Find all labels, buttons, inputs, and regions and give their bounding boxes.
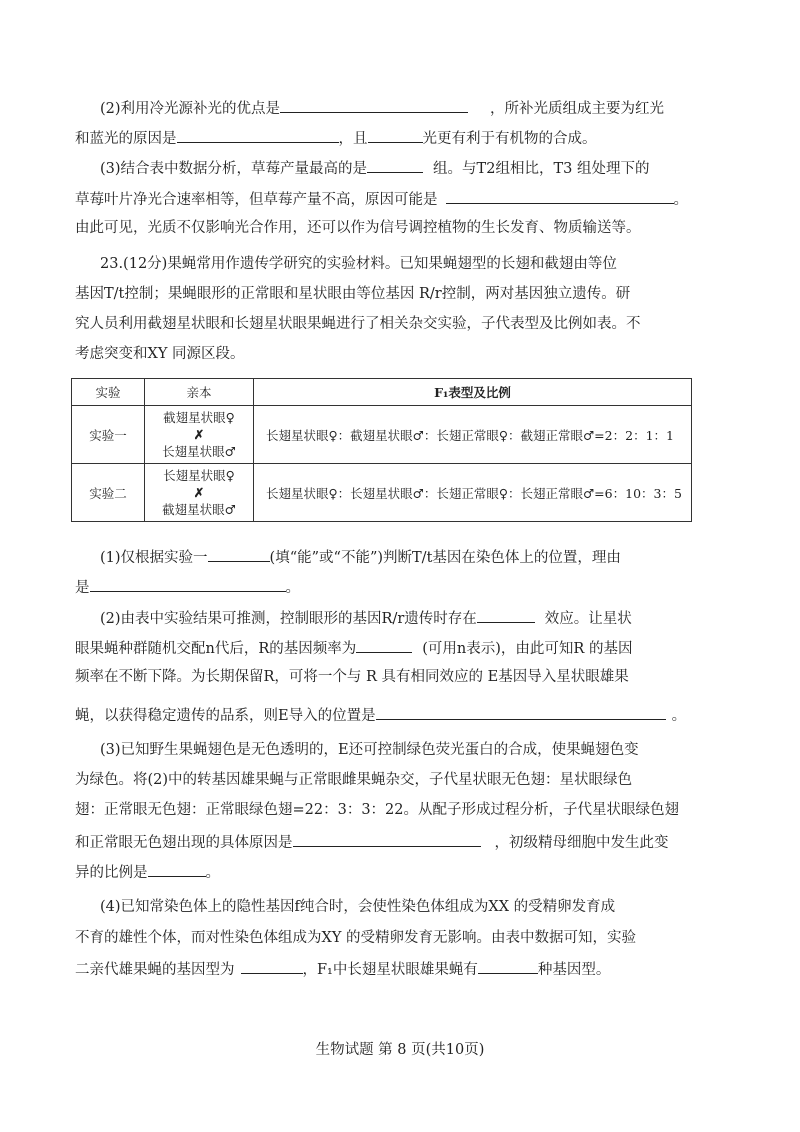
experiment-label: 实验一 — [72, 406, 145, 464]
parent-female: 长翅星状眼♀ — [163, 468, 235, 483]
p2-text-2b: (可用n表示)，由此可知R 的基因 — [422, 641, 633, 657]
p2-text-4b: 。 — [671, 708, 687, 724]
p2-answer-blank-1[interactable] — [477, 607, 535, 623]
p3-line-1: (3)已知野生果蝇翅色是无色透明的，E还可控制绿色荧光蛋白的合成，使果蝇翅色变 — [100, 742, 639, 758]
p2-answer-blank-3[interactable] — [376, 704, 666, 720]
q2-answer-blank-2[interactable] — [177, 127, 339, 143]
q2-text-2b: ，且 — [338, 131, 368, 147]
f1-result: 长翅星状眼♀：长翅星状眼♂：长翅正常眼♀：长翅正常眼♂=6：10：3：5 — [254, 464, 692, 522]
q2-line-2 — [75, 127, 715, 149]
f1-result: 长翅星状眼♀：截翅星状眼♂：长翅正常眼♀：截翅正常眼♂=2：2：1：1 — [254, 406, 692, 464]
q2-text-1b: ，所补光质组成主要为红光 — [490, 101, 665, 117]
p3-answer-blank-1[interactable] — [293, 831, 481, 847]
experiment-label: 实验二 — [72, 464, 145, 522]
page-footer: 生物试题 第 8 页(共10页) — [315, 1042, 485, 1058]
p1-answer-blank-1[interactable] — [208, 546, 270, 562]
cross-icon: ✗ — [193, 485, 205, 500]
p4-text-3b: ，F₁中长翅星状眼雄果蝇有 — [302, 962, 478, 978]
header-parents: 亲本 — [145, 379, 254, 406]
p1-text-1a: (1)仅根据实验一 — [100, 550, 208, 566]
p2-text-2a: 眼果蝇种群随机交配n代后，R的基因频率为 — [75, 641, 357, 657]
p1-line-2 — [75, 576, 715, 598]
q2-answer-blank-3[interactable] — [368, 127, 423, 143]
p3-line-4 — [75, 831, 715, 853]
p4-text-3c: 种基因型。 — [537, 962, 611, 978]
q3-answer-blank-1[interactable] — [367, 157, 423, 173]
p2-line-2 — [75, 637, 715, 659]
p1-text-2b: 。 — [285, 580, 300, 596]
p2-line-1 — [100, 607, 740, 629]
p3-text-5a: 异的比例是 — [75, 865, 148, 881]
p2-line-4 — [75, 704, 715, 726]
q2-answer-blank-1[interactable] — [280, 97, 468, 113]
q3-line-1 — [100, 157, 740, 179]
table-row — [72, 406, 692, 464]
p3-line-5 — [75, 861, 715, 883]
p4-line-2: 不育的雄性个体，而对性染色体组成为XY 的受精卵发育无影响。由表中数据可知，实验 — [75, 930, 637, 946]
table-row — [72, 464, 692, 522]
q3-line-2 — [75, 188, 715, 210]
p3-text-4a: 和正常眼无色翅出现的具体原因是 — [75, 835, 293, 851]
p4-answer-blank-1[interactable] — [241, 958, 303, 974]
p2-text-1a: (2)由表中实验结果可推测，控制眼形的基因R/r遗传时存在 — [100, 611, 477, 627]
p4-line-1: (4)已知常染色体上的隐性基因f纯合时，会使性染色体组成为XX 的受精卵发育成 — [100, 899, 616, 915]
parents-cell — [145, 464, 254, 522]
q23-stem-line-1: 23.(12分)果蝇常用作遗传学研究的实验材料。已知果蝇翅型的长翅和截翅由等位 — [100, 256, 617, 272]
parent-male: 截翅星状眼♂ — [162, 502, 236, 517]
p2-answer-blank-2[interactable] — [356, 637, 412, 653]
p4-text-3a: 二亲代雄果蝇的基因型为 — [75, 962, 235, 978]
p1-answer-blank-2[interactable] — [90, 576, 286, 592]
p2-line-3: 频率在不断下降。为长期保留R，可将一个与 R 具有相同效应的 E基因导入星状眼雄果 — [75, 669, 629, 685]
p1-text-1b: (填“能”或“不能”)判断T/t基因在染色体上的位置，理由 — [269, 550, 621, 566]
parent-male: 长翅星状眼♂ — [162, 444, 236, 459]
parents-cell — [145, 406, 254, 464]
p3-answer-blank-2[interactable] — [148, 861, 206, 877]
q3-line-3: 由此可见，光质不仅影响光合作用，还可以作为信号调控植物的生长发育、物质输送等。 — [75, 220, 641, 236]
q2-text-2a: 和蓝光的原因是 — [75, 131, 177, 147]
q3-answer-blank-2[interactable] — [446, 188, 674, 204]
q23-stem-line-2: 基因T/t控制；果蝇眼形的正常眼和星状眼由等位基因 R/r控制，两对基因独立遗传。研 — [75, 286, 631, 302]
p3-line-3: 翅：正常眼无色翅：正常眼绿色翅=22：3：3：22。从配子形成过程分析，子代星状眼绿色翅 — [75, 802, 679, 818]
cross-icon: ✗ — [193, 427, 205, 442]
p4-answer-blank-2[interactable] — [478, 958, 538, 974]
cross-results-table — [71, 378, 692, 522]
q2-text-1a: (2)利用冷光源补光的优点是 — [100, 101, 281, 117]
p3-text-5b: 。 — [205, 865, 220, 881]
q23-stem-line-4: 考虑突变和XY 同源区段。 — [75, 346, 245, 362]
q23-stem-line-3: 究人员利用截翅星状眼和长翅星状眼果蝇进行了相关杂交实验，子代表型及比例如表。不 — [75, 316, 641, 332]
p1-line-1 — [100, 546, 740, 568]
p1-text-2a: 是 — [75, 580, 90, 596]
q2-text-2c: 光更有利于有机物的合成。 — [422, 131, 597, 147]
p2-text-1b: 效应。让星状 — [544, 611, 632, 627]
p4-line-3 — [75, 958, 715, 980]
q2-line-1 — [100, 97, 740, 119]
p3-text-4b: ，初级精母细胞中发生此变 — [494, 835, 669, 851]
q3-text-2b: 。 — [673, 192, 688, 208]
p2-text-4a: 蝇，以获得稳定遗传的品系，则E导入的位置是 — [75, 708, 376, 724]
p3-line-2: 为绿色。将(2)中的转基因雄果蝇与正常眼雌果蝇杂交，子代星状眼无色翅：星状眼绿色 — [75, 772, 633, 788]
q3-text-1a: (3)结合表中数据分析，草莓产量最高的是 — [100, 161, 368, 177]
table-header-row — [72, 379, 692, 406]
header-experiment: 实验 — [72, 379, 145, 406]
header-f1-result: F₁表型及比例 — [254, 379, 692, 406]
q3-text-1b: 组。与T2组相比，T3 组处理下的 — [433, 161, 650, 177]
parent-female: 截翅星状眼♀ — [163, 410, 235, 425]
q3-text-2a: 草莓叶片净光合速率相等，但草莓产量不高，原因可能是 — [75, 192, 438, 208]
